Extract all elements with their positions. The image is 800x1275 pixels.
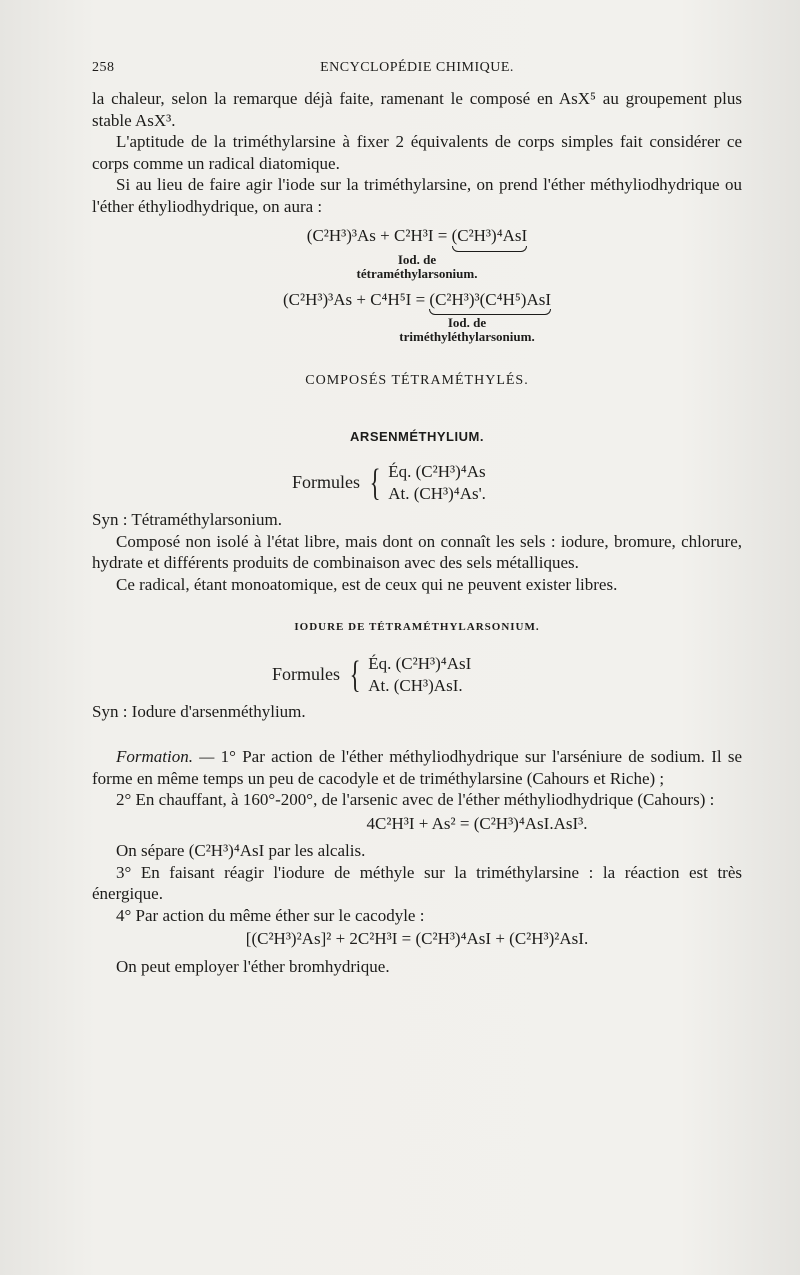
paragraph: L'aptitude de la triméthylarsine à fixer 2 équivalents de corps simples fait considérer ce corps comme un radical diatomique. xyxy=(92,132,742,173)
formulas-block xyxy=(292,461,742,505)
equation-3: 4C²H³I + As² = (C²H³)⁴AsI.AsI³. xyxy=(366,813,588,833)
formation-label: Formation. — xyxy=(116,747,215,766)
note-line: triméthyléthylarsonium. xyxy=(399,329,535,344)
paragraph: Composé non isolé à l'état libre, mais dont on connaît les sels : iodure, bromure, chlorure, hydrate et différents produits de combinaison avec des sels métalliques. xyxy=(92,531,742,572)
equation-note xyxy=(342,316,592,344)
page-header xyxy=(92,60,742,80)
note-line: tétraméthylarsonium. xyxy=(356,265,478,281)
paragraph: 4° Par action du même éther sur le cacodyle : xyxy=(116,905,425,925)
note-line: Iod. de xyxy=(397,251,437,267)
paragraph: la chaleur, selon la remarque déjà faite, ramenant le composé en AsX⁵ au groupement plus stable AsX³. xyxy=(92,89,742,130)
subsection-title: IODURE DE TÉTRAMÉTHYLARSONIUM. xyxy=(294,621,540,633)
equation-product: (C²H³)⁴AsI xyxy=(452,225,528,249)
curly-brace-icon: { xyxy=(369,462,381,504)
equation-note xyxy=(317,253,517,281)
subsection-title: ARSENMÉTHYLIUM. xyxy=(350,428,484,444)
paragraph xyxy=(92,746,742,789)
paragraph: 2° En chauffant, à 160°-200°, de l'arsenic avec de l'éther méthyliodhydrique (Cahours) : xyxy=(116,790,715,809)
equation-4: [(C²H³)²As]² + 2C²H³I = (C²H³)⁴AsI + (C²H³)²AsI. xyxy=(245,929,589,948)
paragraph: On sépare (C²H³)⁴AsI par les alcalis. xyxy=(116,841,366,860)
formula-equivalent: Éq. (C²H³)⁴AsI xyxy=(368,653,472,673)
formulas-block xyxy=(272,653,742,697)
formula-atomic: At. (CH³)⁴As'. xyxy=(388,484,486,503)
section-title: COMPOSÉS TÉTRAMÉTHYLÉS. xyxy=(305,373,529,388)
synonym: Syn : Iodure d'arsenméthylium. xyxy=(92,701,306,721)
equation-left: (C²H³)³As + C⁴H⁵I = xyxy=(282,289,430,309)
formula-equivalent: Éq. (C²H³)⁴As xyxy=(388,462,486,481)
equation-product: (C²H³)³(C⁴H⁵)AsI xyxy=(429,289,551,313)
formation-text: 1° Par action de l'éther méthyliodhydrique sur l'arséniure de sodium. Il se forme en même temps un peu de cacodyle et de triméthylarsine (Cahours et Riche) ; xyxy=(92,747,743,788)
running-title: ENCYCLOPÉDIE CHIMIQUE. xyxy=(320,60,514,75)
curly-brace-icon: { xyxy=(349,653,361,696)
page-number: 258 xyxy=(92,60,115,75)
note-line: Iod. de xyxy=(447,315,487,330)
equation-left: (C²H³)³As + C²H³I = xyxy=(306,226,452,245)
formula-atomic: At. (CH³)AsI. xyxy=(368,675,463,695)
paragraph: On peut employer l'éther bromhydrique. xyxy=(116,956,390,976)
paragraph: Si au lieu de faire agir l'iode sur la triméthylarsine, on prend l'éther méthyliodhydrique ou l'éther éthyliodhydrique, on aura : xyxy=(92,175,742,216)
equation-1 xyxy=(92,225,742,249)
paragraph: Ce radical, étant monoatomique, est de ceux qui ne peuvent exister libres. xyxy=(116,574,618,594)
formulas-label: Formules xyxy=(272,663,341,684)
formulas-label: Formules xyxy=(292,472,361,493)
page-body xyxy=(92,88,742,977)
synonym: Syn : Tétraméthylarsonium. xyxy=(92,510,282,529)
equation-2 xyxy=(92,289,742,313)
paragraph: 3° En faisant réagir l'iodure de méthyle sur la triméthylarsine : la réaction est très énergique. xyxy=(92,862,742,903)
